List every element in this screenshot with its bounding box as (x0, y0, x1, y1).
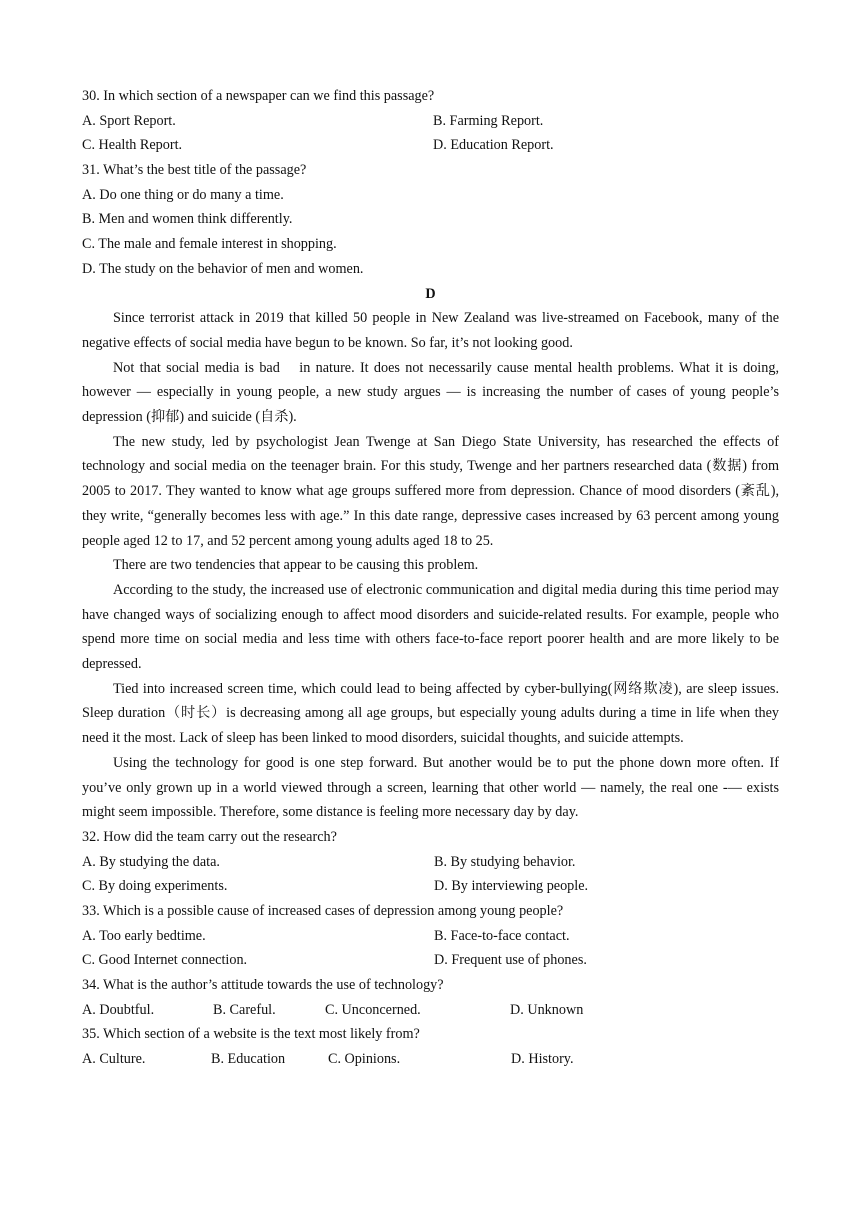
q35-option-d: D. History. (511, 1051, 574, 1068)
exam-page (82, 84, 779, 1072)
q33-option-d: D. Frequent use of phones. (434, 952, 587, 969)
question-32-options-row-2 (82, 874, 779, 899)
question-33-stem: 33. Which is a possible cause of increased cases of depression among young people? (82, 903, 564, 920)
q34-option-b: B. Careful. (213, 1001, 276, 1018)
q31-option-b: B. Men and women think differently. (82, 211, 293, 228)
question-35-stem: 35. Which section of a website is the text most likely from? (82, 1026, 420, 1043)
passage-paragraph-1: Since terrorist attack in 2019 that killed 50 people in New Zealand was live-streamed on Facebook, many of the negative effects of social media have begun to be known. So far, it’s not looking good. (82, 310, 779, 351)
question-32-options-row-1 (82, 850, 779, 875)
q30-option-b: B. Farming Report. (433, 112, 544, 129)
q34-option-a: A. Doubtful. (82, 1001, 155, 1018)
question-34-options-row (82, 998, 779, 1023)
q32-option-a: A. By studying the data. (82, 853, 220, 870)
q31-option-a: A. Do one thing or do many a time. (82, 186, 284, 203)
q35-option-a: A. Culture. (82, 1051, 146, 1068)
q32-option-b: B. By studying behavior. (434, 853, 576, 870)
q33-option-a: A. Too early bedtime. (82, 927, 206, 944)
passage-paragraph-5: According to the study, the increased use of electronic communication and digital media during this time period may have changed ways of socializing enough to affect mood disorders and suicide-related results. For example, people who spend more time on social media and less time with others face-to-face report poorer health and are more likely to be depressed. (82, 581, 779, 673)
q32-option-c: C. By doing experiments. (82, 878, 228, 895)
passage-paragraph-7: Using the technology for good is one step forward. But another would be to put the phone down more often. If you’ve only grown up in a world viewed through a screen, learning that other world — namely, the real one -— exists might seem impossible. Therefore, some distance is feeling more necessary day by day. (82, 754, 779, 821)
q31-option-c: C. The male and female interest in shopping. (82, 236, 337, 253)
question-30-options-row-2 (82, 133, 779, 158)
question-31-stem: 31. What’s the best title of the passage? (82, 162, 307, 179)
passage-paragraph-4: There are two tendencies that appear to be causing this problem. (113, 557, 479, 574)
section-d-heading: D (425, 285, 436, 302)
passage-paragraph-6: Tied into increased screen time, which could lead to being affected by cyber-bullying(网络欺凌), are sleep issues. Sleep duration（时长）is decreasing among all age groups, but especially young adults during a time in life when they need it the most. Lack of sleep has been linked to mood disorders, suicidal thoughts, and suicide attempts. (82, 680, 779, 747)
passage-paragraph-3: The new study, led by psychologist Jean Twenge at San Diego State University, has researched the effects of technology and social media on the teenager brain. For this study, Twenge and her partners researched data (数据) from 2005 to 2017. They wanted to know what age groups suffered more from depression. Chance of mood disorders (紊乱), they write, “generally becomes less with age.” In this date range, depressive cases increased by 63 percent among young people aged 12 to 17, and 52 percent among young adults aged 18 to 25. (82, 433, 779, 549)
question-34-stem: 34. What is the author’s attitude towards the use of technology? (82, 977, 444, 994)
q30-option-d: D. Education Report. (433, 137, 554, 154)
q33-option-b: B. Face-to-face contact. (434, 927, 570, 944)
question-32-stem: 32. How did the team carry out the research? (82, 828, 337, 845)
question-35-options-row (82, 1047, 779, 1072)
q35-option-c: C. Opinions. (328, 1051, 401, 1068)
q30-option-c: C. Health Report. (82, 137, 183, 154)
question-33-options-row-1 (82, 924, 779, 949)
q35-option-b: B. Education (211, 1051, 286, 1068)
q32-option-d: D. By interviewing people. (434, 878, 589, 895)
q34-option-d: D. Unknown (510, 1001, 584, 1018)
question-33-options-row-2 (82, 948, 779, 973)
q34-option-c: C. Unconcerned. (325, 1001, 421, 1018)
question-30-options-row-1 (82, 109, 779, 134)
q33-option-c: C. Good Internet connection. (82, 952, 248, 969)
passage-paragraph-2: Not that social media is bad in nature. It does not necessarily cause mental health problems. What it is doing, however — especially in young people, a new study argues — is increasing the number of cases of young people’s depression (抑郁) and suicide (自杀). (82, 359, 779, 425)
q30-option-a: A. Sport Report. (82, 112, 176, 129)
q31-option-d: D. The study on the behavior of men and women. (82, 260, 364, 277)
question-30-stem: 30. In which section of a newspaper can we find this passage? (82, 88, 435, 104)
